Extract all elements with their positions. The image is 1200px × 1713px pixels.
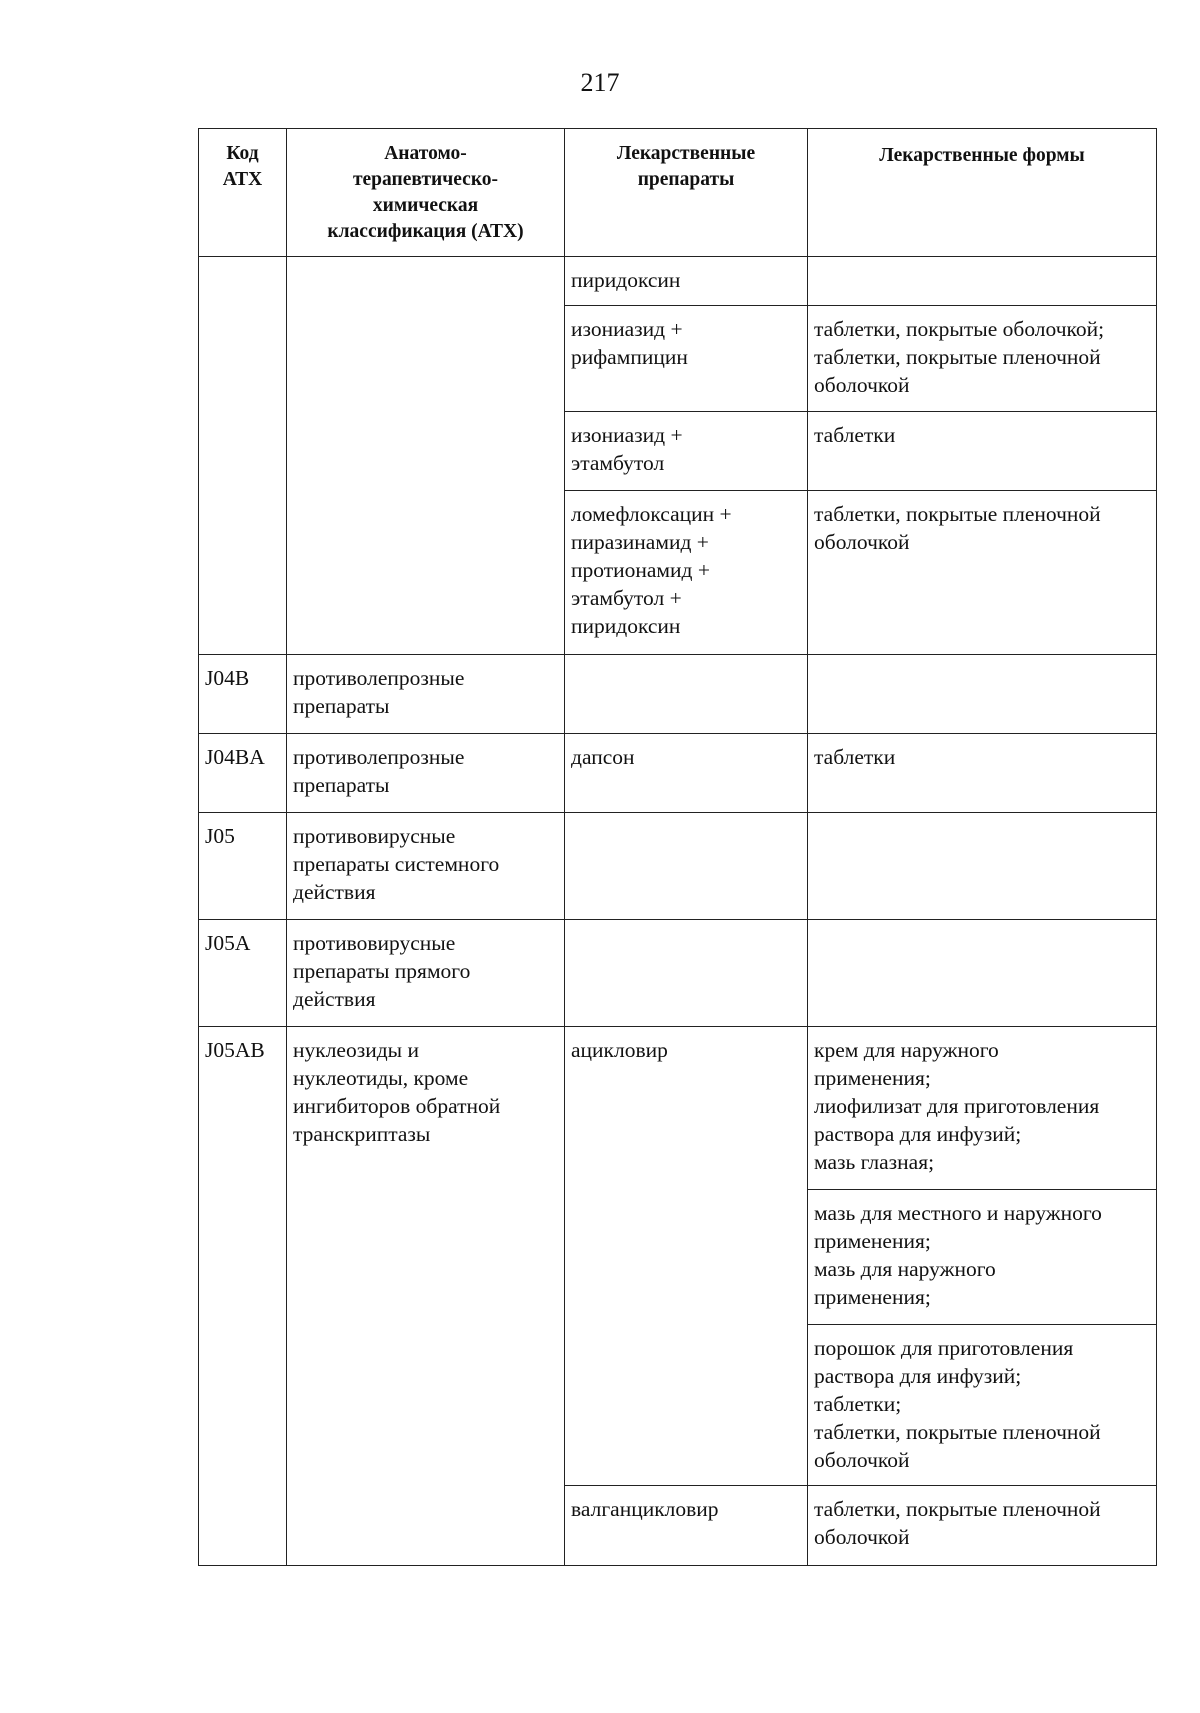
header-atc-line: классификация (АТХ) (327, 221, 524, 242)
table-row (199, 655, 1157, 734)
table-row (199, 813, 1157, 920)
drug-line: изониазид + (571, 317, 683, 341)
forms-line: таблетки, покрытые оболочкой; (814, 317, 1105, 341)
forms-line: применения; (814, 1285, 931, 1309)
atc-line: препараты прямого (293, 959, 471, 983)
forms-line: таблетки, покрытые пленочной (814, 1497, 1101, 1521)
code-cell: J05AB (199, 1027, 287, 1566)
header-code-line: Код (226, 143, 259, 164)
atx-table (198, 128, 1157, 1566)
atc-line: препараты системного (293, 852, 500, 876)
forms-cell (808, 1486, 1157, 1566)
header-drugs (565, 129, 808, 257)
forms-line: оболочкой (814, 530, 910, 554)
header-drugs-line: препараты (637, 169, 735, 190)
header-atc-line: химическая (372, 195, 479, 216)
drug-cell (565, 306, 808, 412)
atc-line: противовирусные (293, 824, 456, 848)
drug-line: пиразинамид + (571, 530, 709, 554)
atc-line: действия (293, 880, 376, 904)
header-atc-line: терапевтическо- (352, 169, 499, 190)
drug-line: пиридоксин (571, 614, 681, 638)
forms-line: лиофилизат для приготовления (814, 1094, 1100, 1118)
forms-line: порошок для приготовления (814, 1336, 1074, 1360)
forms-cell (808, 813, 1157, 920)
forms-line: раствора для инфузий; (814, 1364, 1022, 1388)
atc-cell (287, 920, 565, 1027)
code-cell: J05 (199, 813, 287, 920)
code-cell: J04B (199, 655, 287, 734)
header-atc (287, 129, 565, 257)
forms-line: таблетки; (814, 1392, 902, 1416)
table-row (199, 257, 1157, 306)
forms-line: применения; (814, 1229, 931, 1253)
drug-cell: пиридоксин (565, 257, 808, 306)
atc-line: препараты (293, 694, 390, 718)
atc-cell (287, 257, 565, 655)
drug-cell (565, 491, 808, 655)
forms-line: оболочкой (814, 1448, 910, 1472)
forms-cell (808, 1325, 1157, 1486)
drug-line: ломефлоксацин + (571, 502, 732, 526)
forms-cell: таблетки (808, 734, 1157, 813)
drug-cell (565, 813, 808, 920)
atc-line: препараты (293, 773, 390, 797)
header-code-line: АТХ (222, 169, 263, 190)
forms-cell (808, 655, 1157, 734)
atc-cell (287, 734, 565, 813)
drug-cell (565, 920, 808, 1027)
header-drugs-line: Лекарственные (616, 143, 756, 164)
drug-cell: ацикловир (565, 1027, 808, 1486)
atc-cell (287, 1027, 565, 1566)
page-number: 217 (580, 68, 620, 97)
header-forms: Лекарственные формы (808, 129, 1157, 257)
header-atc-line: Анатомо- (384, 143, 467, 164)
forms-line: таблетки, покрытые пленочной (814, 502, 1101, 526)
atc-line: нуклеотиды, кроме (293, 1066, 469, 1090)
forms-line: крем для наружного (814, 1038, 999, 1062)
forms-line: мазь глазная; (814, 1150, 935, 1174)
forms-line: оболочкой (814, 373, 910, 397)
atc-line: действия (293, 987, 376, 1011)
atc-cell (287, 813, 565, 920)
table-row (199, 1027, 1157, 1190)
drug-cell: дапсон (565, 734, 808, 813)
forms-line: оболочкой (814, 1525, 910, 1549)
forms-cell (808, 257, 1157, 306)
atc-line: противовирусные (293, 931, 456, 955)
drug-line: рифампицин (571, 345, 688, 369)
forms-line: мазь для местного и наружного (814, 1201, 1102, 1225)
atc-line: транскриптазы (293, 1122, 431, 1146)
atc-line: нуклеозиды и (293, 1038, 419, 1062)
forms-cell (808, 306, 1157, 412)
drug-cell: валганцикловир (565, 1486, 808, 1566)
forms-cell (808, 1190, 1157, 1325)
forms-cell (808, 1027, 1157, 1190)
drug-line: протионамид + (571, 558, 710, 582)
header-row (199, 129, 1157, 257)
table-row (199, 734, 1157, 813)
code-cell: J04BA (199, 734, 287, 813)
drug-cell (565, 412, 808, 491)
code-cell: J05A (199, 920, 287, 1027)
drug-line: этамбутол + (571, 586, 682, 610)
forms-cell (808, 491, 1157, 655)
header-code (199, 129, 287, 257)
forms-cell: таблетки (808, 412, 1157, 491)
forms-line: применения; (814, 1066, 931, 1090)
atc-cell (287, 655, 565, 734)
code-cell (199, 257, 287, 655)
atc-line: противолепрозные (293, 666, 465, 690)
forms-line: раствора для инфузий; (814, 1122, 1022, 1146)
atc-line: противолепрозные (293, 745, 465, 769)
drug-line: этамбутол (571, 451, 665, 475)
forms-line: мазь для наружного (814, 1257, 996, 1281)
atc-line: ингибиторов обратной (293, 1094, 501, 1118)
drug-cell (565, 655, 808, 734)
forms-cell (808, 920, 1157, 1027)
drug-line: изониазид + (571, 423, 683, 447)
table-row (199, 920, 1157, 1027)
forms-line: таблетки, покрытые пленочной (814, 1420, 1101, 1444)
forms-line: таблетки, покрытые пленочной (814, 345, 1101, 369)
